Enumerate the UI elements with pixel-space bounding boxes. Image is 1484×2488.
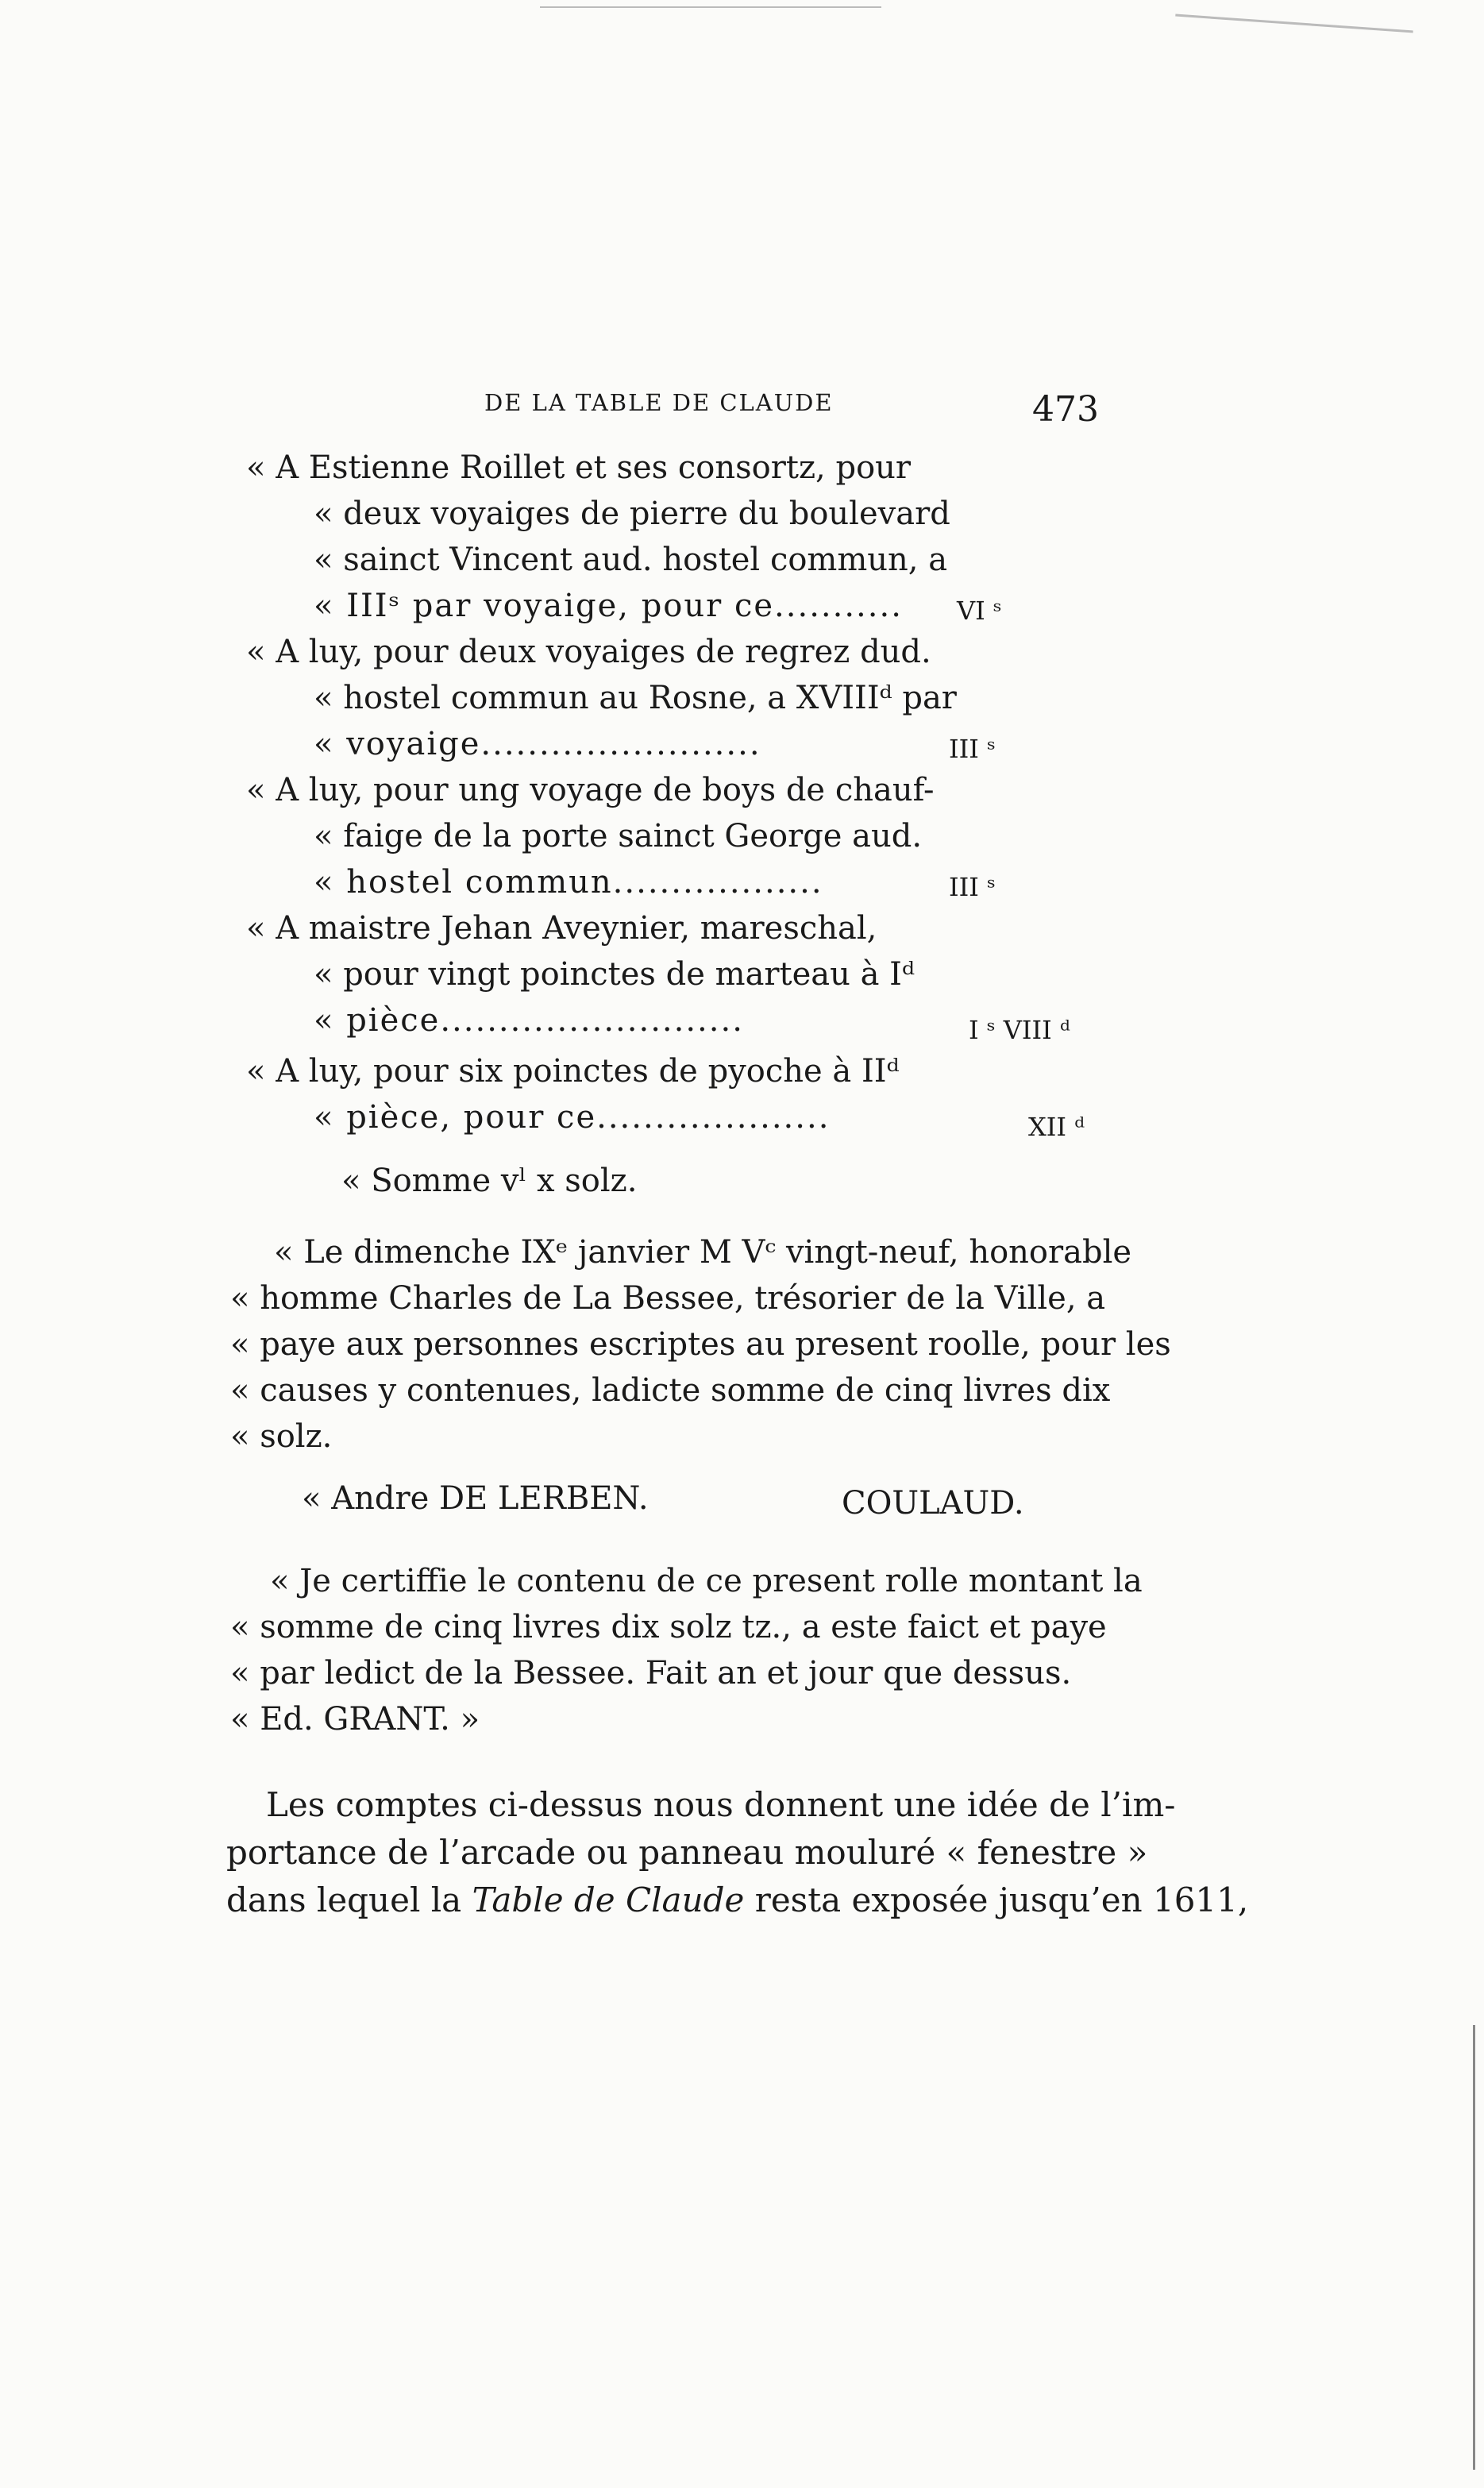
running-header: DE LA TABLE DE CLAUDE [484,389,834,416]
entry-line: « faige de la porte sainct George aud. [314,818,923,854]
signature-right: COULAUD. [842,1485,1024,1522]
signature-left: « Andre DE LERBEN. [302,1480,649,1517]
entry-amount: VI ˢ [957,596,1002,626]
paragraph-line: « paye aux personnes escriptes au present roolle, pour les [230,1326,1171,1363]
entry-line: « A Estienne Roillet et ses consortz, pour [246,449,912,486]
entry-line: « hostel commun.................. [314,864,823,901]
top-right-artifact [1175,14,1413,33]
entry-line: « pièce, pour ce.................... [314,1099,831,1136]
entry-line: « pour vingt poinctes de marteau à Iᵈ [314,956,915,993]
entry-amount: I ˢ VIII ᵈ [969,1015,1070,1045]
entry-line: « hostel commun au Rosne, a XVIIIᵈ par [314,680,957,716]
entry-amount: III ˢ [949,734,996,764]
paragraph-line: « causes y contenues, ladicte somme de cinq livres dix [230,1372,1111,1409]
paragraph-line: « homme Charles de La Bessee, trésorier de la Ville, a [230,1280,1106,1317]
page-number: 473 [1032,389,1099,430]
title-italic: Table de Claude [472,1880,745,1919]
commentary-line [226,1877,1248,1923]
entry-line: « deux voyaiges de pierre du boulevard [314,496,950,532]
top-rule-artifact [540,6,881,8]
entry-amount: XII ᵈ [1028,1112,1085,1142]
paragraph-line: « Je certiffie le contenu de ce present rolle montant la [270,1563,1143,1599]
entry-line: « A luy, pour six poinctes de pyoche à IIᵈ [246,1053,900,1090]
somme-line: « Somme vˡ x solz. [341,1163,638,1199]
commentary-line: Les comptes ci-dessus nous donnent une idée de l’im- [266,1785,1176,1824]
paragraph-line: « Le dimenche IXᵉ janvier M Vᶜ vingt-neuf, honorable [274,1234,1132,1271]
entry-line: « A maistre Jehan Aveynier, mareschal, [246,910,877,947]
commentary-text: dans lequel la [226,1880,472,1919]
paragraph-line: « solz. [230,1418,333,1455]
entry-line: « IIIˢ par voyaige, pour ce........... [314,588,903,624]
entry-line: « A luy, pour ung voyage de boys de chauf- [246,772,935,808]
entry-line: « pièce.......................... [314,1002,744,1039]
right-edge-artifact [1473,2025,1475,2470]
entry-amount: III ˢ [949,872,996,902]
entry-line: « voyaige........................ [314,726,761,762]
commentary-text: resta exposée jusqu’en 1611, [744,1880,1249,1919]
paragraph-line: « Ed. GRANT. » [230,1701,480,1738]
paragraph-line: « par ledict de la Bessee. Fait an et jour que dessus. [230,1655,1072,1691]
entry-line: « A luy, pour deux voyaiges de regrez dud. [246,634,931,670]
entry-line: « sainct Vincent aud. hostel commun, a [314,542,948,578]
paragraph-line: « somme de cinq livres dix solz tz., a este faict et paye [230,1609,1107,1645]
commentary-line: portance de l’arcade ou panneau mouluré « fenestre » [226,1833,1148,1872]
